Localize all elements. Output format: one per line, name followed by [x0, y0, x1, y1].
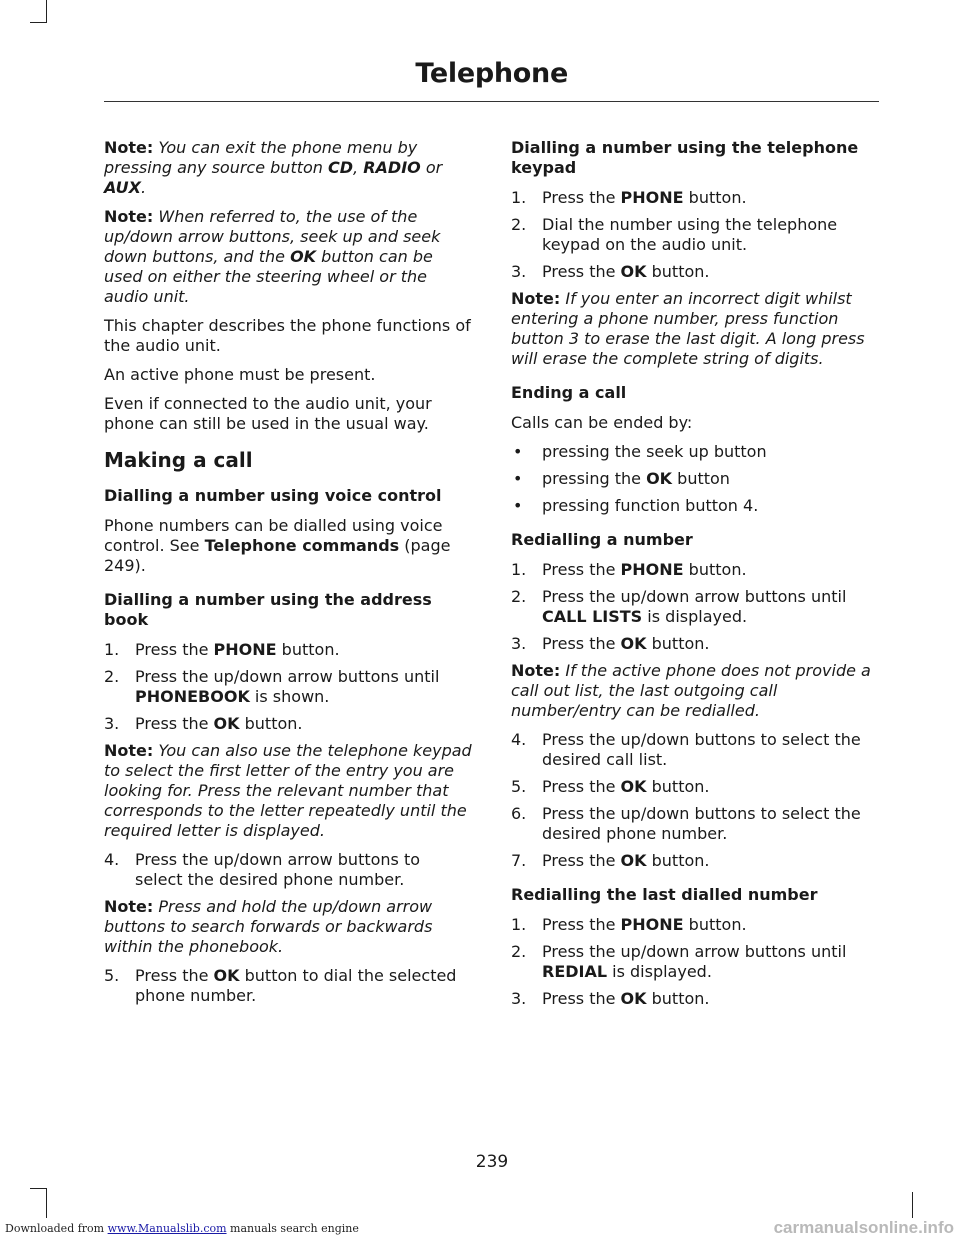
list-item: 7. Press the OK button. — [511, 851, 710, 870]
list-item: 2. Press the up/down arrow buttons until REDIAL is displayed. — [511, 942, 847, 981]
header-rule — [104, 101, 879, 102]
page-title: Telephone — [415, 58, 568, 89]
crop-mark-bottom-left-h — [30, 1188, 47, 1189]
list-item: • pressing the seek up button — [513, 442, 767, 461]
note-exit-menu: Note: You can exit the phone menu by pressing any source button CD, RADIO or AUX. — [104, 138, 443, 197]
paragraph: This chapter describes the phone functions of the audio unit. — [104, 316, 471, 355]
list-item: 3. Press the OK button. — [511, 634, 710, 653]
subheading-keypad: Dialling a number using the telephone keypad — [511, 138, 859, 177]
list-item: 6. Press the up/down buttons to select the desired phone number. — [511, 804, 861, 843]
note-call-out-list: Note: If the active phone does not provide a call out list, the last outgoing call number/entry can be redialled. — [511, 661, 871, 720]
note-incorrect-digit: Note: If you enter an incorrect digit whilst entering a phone number, press function button 3 to erase the last digit. A long press will erase the complete string of digits. — [511, 289, 865, 368]
note-buttons: Note: When referred to, the use of the up/down arrow buttons, seek up and seek down buttons, and the OK button can be used on either the steering wheel or the audio unit. — [104, 207, 441, 306]
paragraph: Even if connected to the audio unit, your phone can still be used in the usual way. — [104, 394, 432, 433]
watermark: carmanualsonline.info — [773, 1218, 954, 1237]
list-item: 4. Press the up/down arrow buttons to select the desired phone number. — [104, 850, 421, 889]
list-item: 5. Press the OK button. — [511, 777, 710, 796]
list-item: 1. Press the PHONE button. — [104, 640, 340, 659]
list-item: 3. Press the OK button. — [511, 989, 710, 1008]
crop-mark-bottom-right-v — [912, 1192, 913, 1218]
subheading-voice-control: Dialling a number using voice control — [104, 486, 442, 505]
list-item: 1. Press the PHONE button. — [511, 560, 747, 579]
paragraph: Calls can be ended by: — [511, 413, 693, 432]
list-item: 3. Press the OK button. — [104, 714, 303, 733]
paragraph: An active phone must be present. — [104, 365, 376, 384]
left-column — [104, 138, 472, 1013]
download-footer: Downloaded from www.Manualslib.com manuals search engine — [5, 1222, 359, 1235]
note-keypad-letter: Note: You can also use the telephone keypad to select the first letter of the entry you are looking for. Press the relevant number that corresponds to the letter repeatedly until the required letter is displayed. — [104, 741, 472, 840]
list-item: • pressing function button 4. — [513, 496, 759, 515]
list-item: 2. Dial the number using the telephone keypad on the audio unit. — [511, 215, 838, 254]
crop-mark-bottom-left-v — [46, 1188, 47, 1218]
crop-mark-top-left-v — [46, 0, 47, 22]
section-heading-making-call: Making a call — [104, 448, 253, 472]
list-item: 2. Press the up/down arrow buttons until CALL LISTS is displayed. — [511, 587, 847, 626]
list-item: 3. Press the OK button. — [511, 262, 710, 281]
list-item: 5. Press the OK button to dial the selected phone number. — [104, 966, 457, 1005]
list-item: • pressing the OK button — [513, 469, 730, 488]
list-item: 2. Press the up/down arrow buttons until PHONEBOOK is shown. — [104, 667, 440, 706]
paragraph-voice-control: Phone numbers can be dialled using voice control. See Telephone commands (page 249). — [104, 516, 451, 575]
list-item: 4. Press the up/down buttons to select the desired call list. — [511, 730, 861, 769]
subheading-redialling: Redialling a number — [511, 530, 693, 549]
list-item: 1. Press the PHONE button. — [511, 188, 747, 207]
list-item: 1. Press the PHONE button. — [511, 915, 747, 934]
crop-mark-top-left-h — [30, 22, 47, 23]
page-number: 239 — [475, 1152, 509, 1172]
cross-reference-link[interactable]: Telephone commands — [204, 536, 400, 555]
subheading-ending-call: Ending a call — [511, 383, 627, 402]
note-press-hold: Note: Press and hold the up/down arrow buttons to search forwards or backwards within the phonebook. — [104, 897, 433, 956]
right-column — [511, 138, 879, 1016]
subheading-redial-last: Redialling the last dialled number — [511, 885, 818, 904]
subheading-address-book: Dialling a number using the address book — [104, 590, 432, 629]
manualslib-link[interactable]: www.Manualslib.com — [107, 1222, 227, 1235]
